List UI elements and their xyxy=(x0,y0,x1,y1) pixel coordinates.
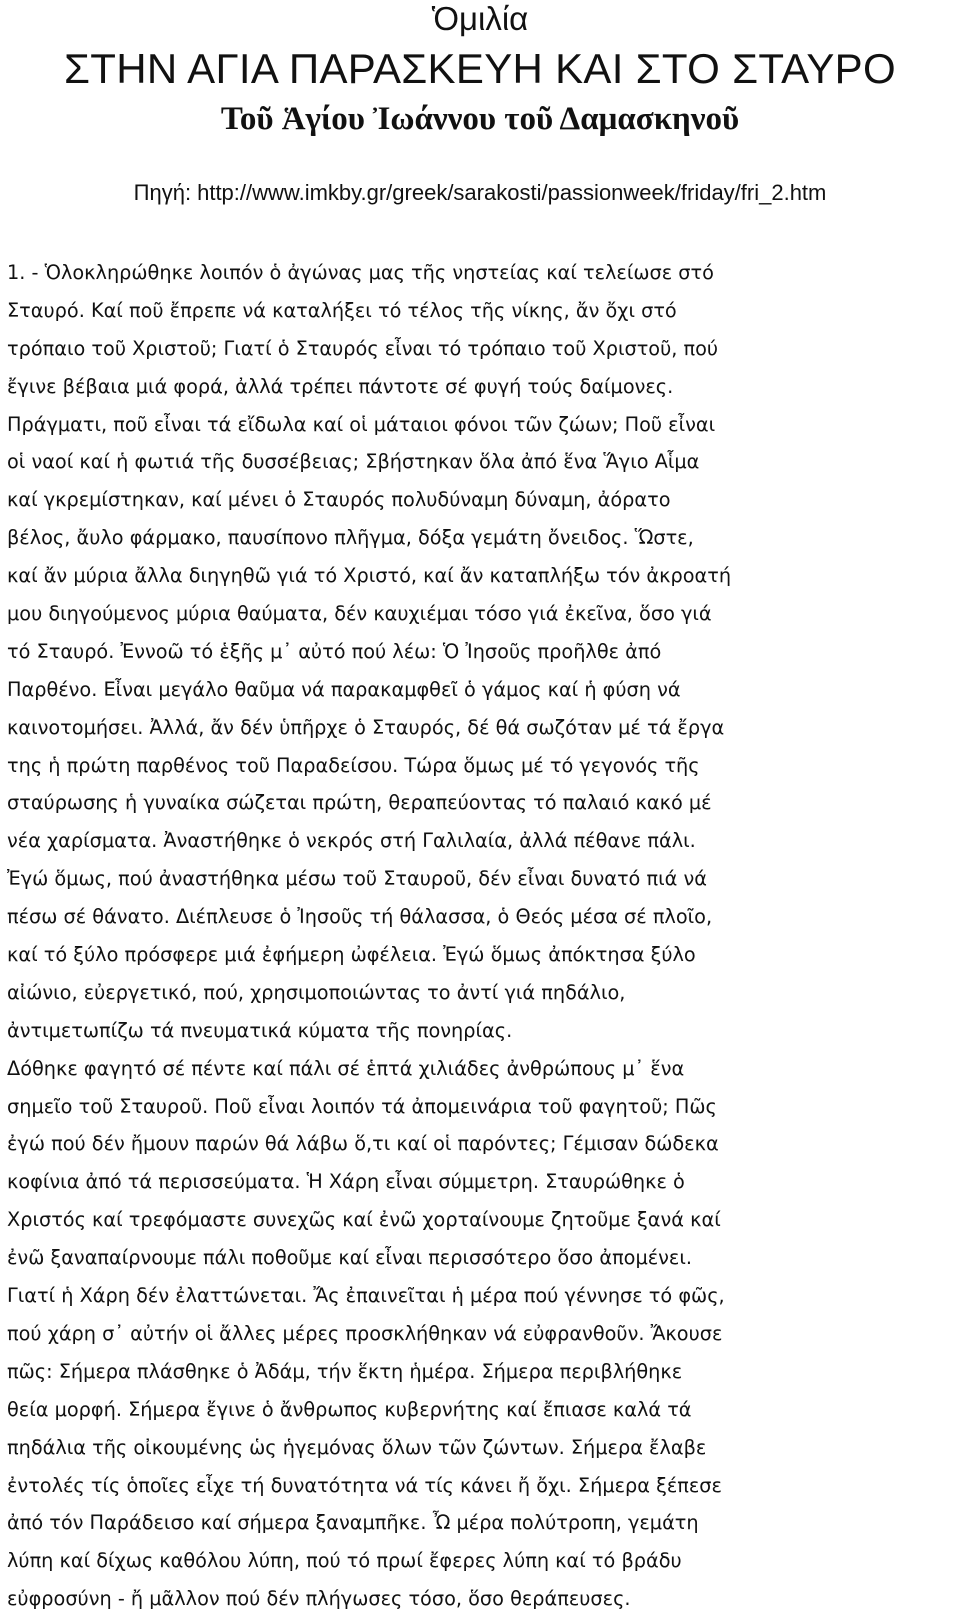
text-line: Ἐγώ ὅμως, πού ἀναστήθηκα μέσω τοῦ Σταυροῦ, δέν εἶναι δυνατό πιά νά xyxy=(7,867,707,891)
page-title: ΣΤΗΝ ΑΓΙΑ ΠΑΡΑΣΚΕΥΗ ΚΑΙ ΣΤΟ ΣΤΑΥΡΟ xyxy=(64,45,896,92)
text-line: καινοτομήσει. Ἀλλά, ἄν δέν ὑπῆρχε ὁ Σταυρός, δέ θά σωζόταν μέ τά ἔργα xyxy=(7,715,725,739)
text-line: ἐνῶ ξαναπαίρνουμε πάλι ποθοῦμε καί εἶναι περισσότερο ὅσο ἀπομένει. xyxy=(7,1246,693,1270)
text-line: τό Σταυρό. Ἐννοῶ τό ἑξῆς μ᾿ αὐτό πού λέω: Ὁ Ἰησοῦς προῆλθε ἀπό xyxy=(7,639,662,663)
text-line: ἀντιμετωπίζω τά πνευματικά κύματα τῆς πονηρίας. xyxy=(7,1018,513,1042)
text-line: Πράγματι, ποῦ εἶναι τά εἴδωλα καί οἱ μάταιοι φόνοι τῶν ζώων; Ποῦ εἶναι xyxy=(7,412,716,436)
text-line: οἱ ναοί καί ἡ φωτιά τῆς δυσσέβειας; Σβήστηκαν ὅλα ἀπό ἕνα Ἅγιο Αἷμα xyxy=(7,450,700,474)
text-line: πέσω σέ θάνατο. Διέπλευσε ὁ Ἰησοῦς τή θάλασσα, ὁ Θεός μέσα σέ πλοῖο, xyxy=(7,905,713,929)
text-line: Χριστός καί τρεφόμαστε συνεχῶς καί ἐνῶ χορταίνουμε ζητοῦμε ξανά καί xyxy=(7,1208,721,1232)
text-line: αἰώνιο, εὐεργετικό, πού, χρησιμοποιώντας το ἀντί γιά πηδάλιο, xyxy=(7,980,626,1004)
text-line: Παρθένο. Εἶναι μεγάλο θαῦμα νά παρακαμφθεῖ ὁ γάμος καί ἡ φύση νά xyxy=(7,677,681,701)
text-line: λύπη καί δίχως καθόλου λύπη, πού τό πρωί ἔφερες λύπη καί τό βράδυ xyxy=(7,1549,682,1573)
text-line: πηδάλια τῆς οἰκουμένης ὡς ἡγεμόνας ὅλων τῶν ζώντων. Σήμερα ἔλαβε xyxy=(7,1435,707,1459)
text-line: τρόπαιο τοῦ Χριστοῦ; Γιατί ὁ Σταυρός εἶναι τό τρόπαιο τοῦ Χριστοῦ, πού xyxy=(7,336,719,360)
text-line: καί τό ξύλο πρόσφερε μιά ἐφήμερη ὠφέλεια. Ἐγώ ὅμως ἀπόκτησα ξύλο xyxy=(7,943,696,967)
text-line: σταύρωσης ἡ γυναίκα σώζεται πρώτη, θεραπεύοντας τό παλαιό κακό μέ xyxy=(7,791,712,815)
page-subtitle: Τοῦ Ἁγίου Ἰωάννου τοῦ Δαμασκηνοῦ xyxy=(220,101,740,137)
text-line: πού χάρη σ᾿ αὐτήν οἱ ἄλλες μέρες προσκλήθηκαν νά εὐφρανθοῦν. Ἄκουσε xyxy=(7,1321,723,1345)
text-line: πῶς: Σήμερα πλάσθηκε ὁ Ἀδάμ, τήν ἕκτη ἡμέρα. Σήμερα περιβλήθηκε xyxy=(7,1359,683,1383)
text-line: ἔγινε βέβαια μιά φορά, ἀλλά τρέπει πάντοτε σέ φυγή τούς δαίμονες. xyxy=(7,374,674,398)
text-line: Γιατί ἡ Χάρη δέν ἐλαττώνεται. Ἄς ἐπαινεῖται ἡ μέρα πού γέννησε τό φῶς, xyxy=(7,1284,725,1308)
text-line: ἐντολές τίς ὁποῖες εἶχε τή δυνατότητα νά τίς κάνει ἤ ὄχι. Σήμερα ξέπεσε xyxy=(7,1473,722,1497)
text-line: νέα χαρίσματα. Ἀναστήθηκε ὁ νεκρός στή Γαλιλαία, ἀλλά πέθανε πάλι. xyxy=(7,829,696,853)
text-line: της ἡ πρώτη παρθένος τοῦ Παραδείσου. Τώρα ὅμως μέ τό γεγονός τῆς xyxy=(7,753,700,777)
text-line: θεία μορφή. Σήμερα ἔγινε ὁ ἄνθρωπος κυβερνήτης καί ἔπιασε καλά τά xyxy=(7,1397,692,1421)
document-type: Ὁμιλία xyxy=(431,0,529,37)
text-line: κοφίνια ἀπό τά περισσεύματα. Ἡ Χάρη εἶναι σύμμετρη. Σταυρώθηκε ὁ xyxy=(7,1170,685,1194)
text-line: Σταυρό. Καί ποῦ ἔπρεπε νά καταλήξει τό τέλος τῆς νίκης, ἄν ὄχι στό xyxy=(7,298,677,322)
text-line: καί ἄν μύρια ἄλλα διηγηθῶ γιά τό Χριστό, καί ἄν καταπλήξω τόν ἀκροατή xyxy=(7,564,732,588)
text-line: εὐφροσύνη - ἤ μᾶλλον πού δέν πλήγωσες τόσο, ὅσο θεράπευσες. xyxy=(7,1587,631,1611)
source-url: http://www.imkby.gr/greek/sarakosti/passionweek/friday/fri_2.htm xyxy=(197,180,827,205)
text-line: καί γκρεμίστηκαν, καί μένει ὁ Σταυρός πολυδύναμη δύναμη, ἀόρατο xyxy=(7,488,671,512)
text-line: μου διηγούμενος μύρια θαύματα, δέν καυχιέμαι τόσο γιά ἐκεῖνα, ὅσο γιά xyxy=(7,602,712,626)
text-line: ἐγώ πού δέν ἤμουν παρών θά λάβω ὅ,τι καί οἱ παρόντες; Γέμισαν δώδεκα xyxy=(7,1132,719,1156)
text-line: 1. - Ὁλοκληρώθηκε λοιπόν ὁ ἀγώνας μας τῆς νηστείας καί τελείωσε στό xyxy=(7,261,714,284)
source-line xyxy=(0,178,960,208)
text-line: ἀπό τόν Παράδεισο καί σήμερα ξαναμπῆκε. Ὦ μέρα πολύτροπη, γεμάτη xyxy=(7,1511,699,1535)
text-line: Δόθηκε φαγητό σέ πέντε καί πάλι σέ ἑπτά χιλιάδες ἀνθρώπους μ᾿ ἕνα xyxy=(7,1056,685,1080)
source-label: Πηγή: xyxy=(133,180,192,205)
text-line: βέλος, ἄυλο φάρμακο, παυσίπονο πλῆγμα, δόξα γεμάτη ὄνειδος. Ὥστε, xyxy=(7,526,694,550)
text-line: σημεῖο τοῦ Σταυροῦ. Ποῦ εἶναι λοιπόν τά ἀπομεινάρια τοῦ φαγητοῦ; Πῶς xyxy=(7,1094,717,1118)
body-text xyxy=(7,254,957,1618)
